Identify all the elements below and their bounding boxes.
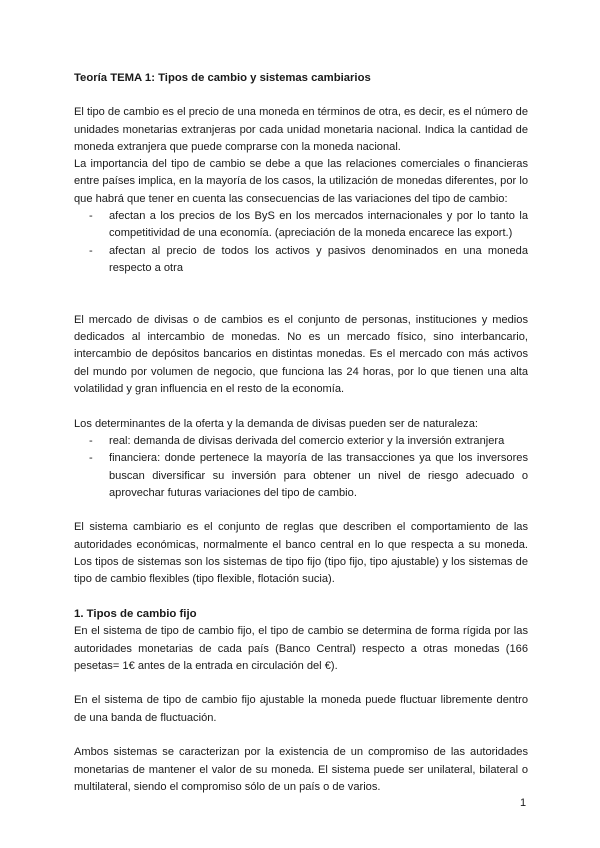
consequences-list <box>74 208 528 277</box>
list-item: - afectan al precio de todos los activos y pasivos denominados en una moneda respecto a otra <box>109 243 528 278</box>
paragraph-importance: La importancia del tipo de cambio se debe a que las relaciones comerciales o financieras entre países implica, en la mayoría de los casos, la utilización de monedas diferentes, por lo que habrá que tener en cuenta las consecuencias de las variaciones del tipo de cambio: <box>74 158 528 205</box>
list-item: - real: demanda de divisas derivada del comercio exterior y la inversión extranjera <box>109 433 528 450</box>
paragraph-determinants: Los determinantes de la oferta y la demanda de divisas pueden ser de naturaleza: <box>74 417 478 430</box>
paragraph-definition: El tipo de cambio es el precio de una moneda en términos de otra, es decir, es el número de unidades monetarias extranjeras por cada unidad monetaria nacional. Indica la cantidad de moneda extranjera que puede comprarse con la moneda nacional. <box>74 106 528 153</box>
paragraph-adjustable-rate: En el sistema de tipo de cambio fijo ajustable la moneda puede fluctuar libremente dentro de una banda de fluctuación. <box>74 694 528 724</box>
section-heading: 1. Tipos de cambio fijo <box>74 607 197 620</box>
determinants-list <box>74 433 528 502</box>
document-title: Teoría TEMA 1: Tipos de cambio y sistemas cambiarios <box>74 72 371 84</box>
paragraph-commitment: Ambos sistemas se caracterizan por la existencia de un compromiso de las autoridades monetarias de mantener el valor de su moneda. El sistema puede ser unilateral, bilateral o multilateral, siendo el compromiso sólo de un país o de varios. <box>74 746 528 793</box>
paragraph-exchange-system: El sistema cambiario es el conjunto de reglas que describen el comportamiento de las autoridades económicas, normalmente el banco central en lo que respecta a su moneda. Los tipos de sistemas son los sistemas de tipo fijo (tipo fijo, tipo ajustable) y los sistemas de tipo de cambio flexibles (tipo flexible, flotación sucia). <box>74 521 528 586</box>
paragraph-market: El mercado de divisas o de cambios es el conjunto de personas, instituciones y medios dedicados al intercambio de monedas. No es un mercado físico, sino interbancario, intercambio de depósitos bancarios en distintas monedas. Es el mercado con más activos del mundo por volumen de negocio, que funciona las 24 horas, por lo que tienen una alta volatilidad y gran influencia en el resto de la economía. <box>74 313 528 396</box>
list-item: - financiera: donde pertenece la mayoría de las transacciones ya que los inversores buscan diversificar su inversión para obtener un nivel de riesgo adecuado o aprovechar futuras variaciones del tipo de cambio. <box>109 450 528 502</box>
paragraph-fixed-rate: En el sistema de tipo de cambio fijo, el tipo de cambio se determina de forma rígida por las autoridades monetarias de cada país (Banco Central) respecto a otras monedas (166 pesetas= 1€ antes de la entrada en circulación del €). <box>74 625 528 672</box>
page-number: 1 <box>520 797 527 809</box>
document-page <box>74 70 528 796</box>
list-item: - afectan a los precios de los ByS en los mercados internacionales y por lo tanto la competitividad de una economía. (apreciación de la moneda encarece las export.) <box>109 208 528 243</box>
